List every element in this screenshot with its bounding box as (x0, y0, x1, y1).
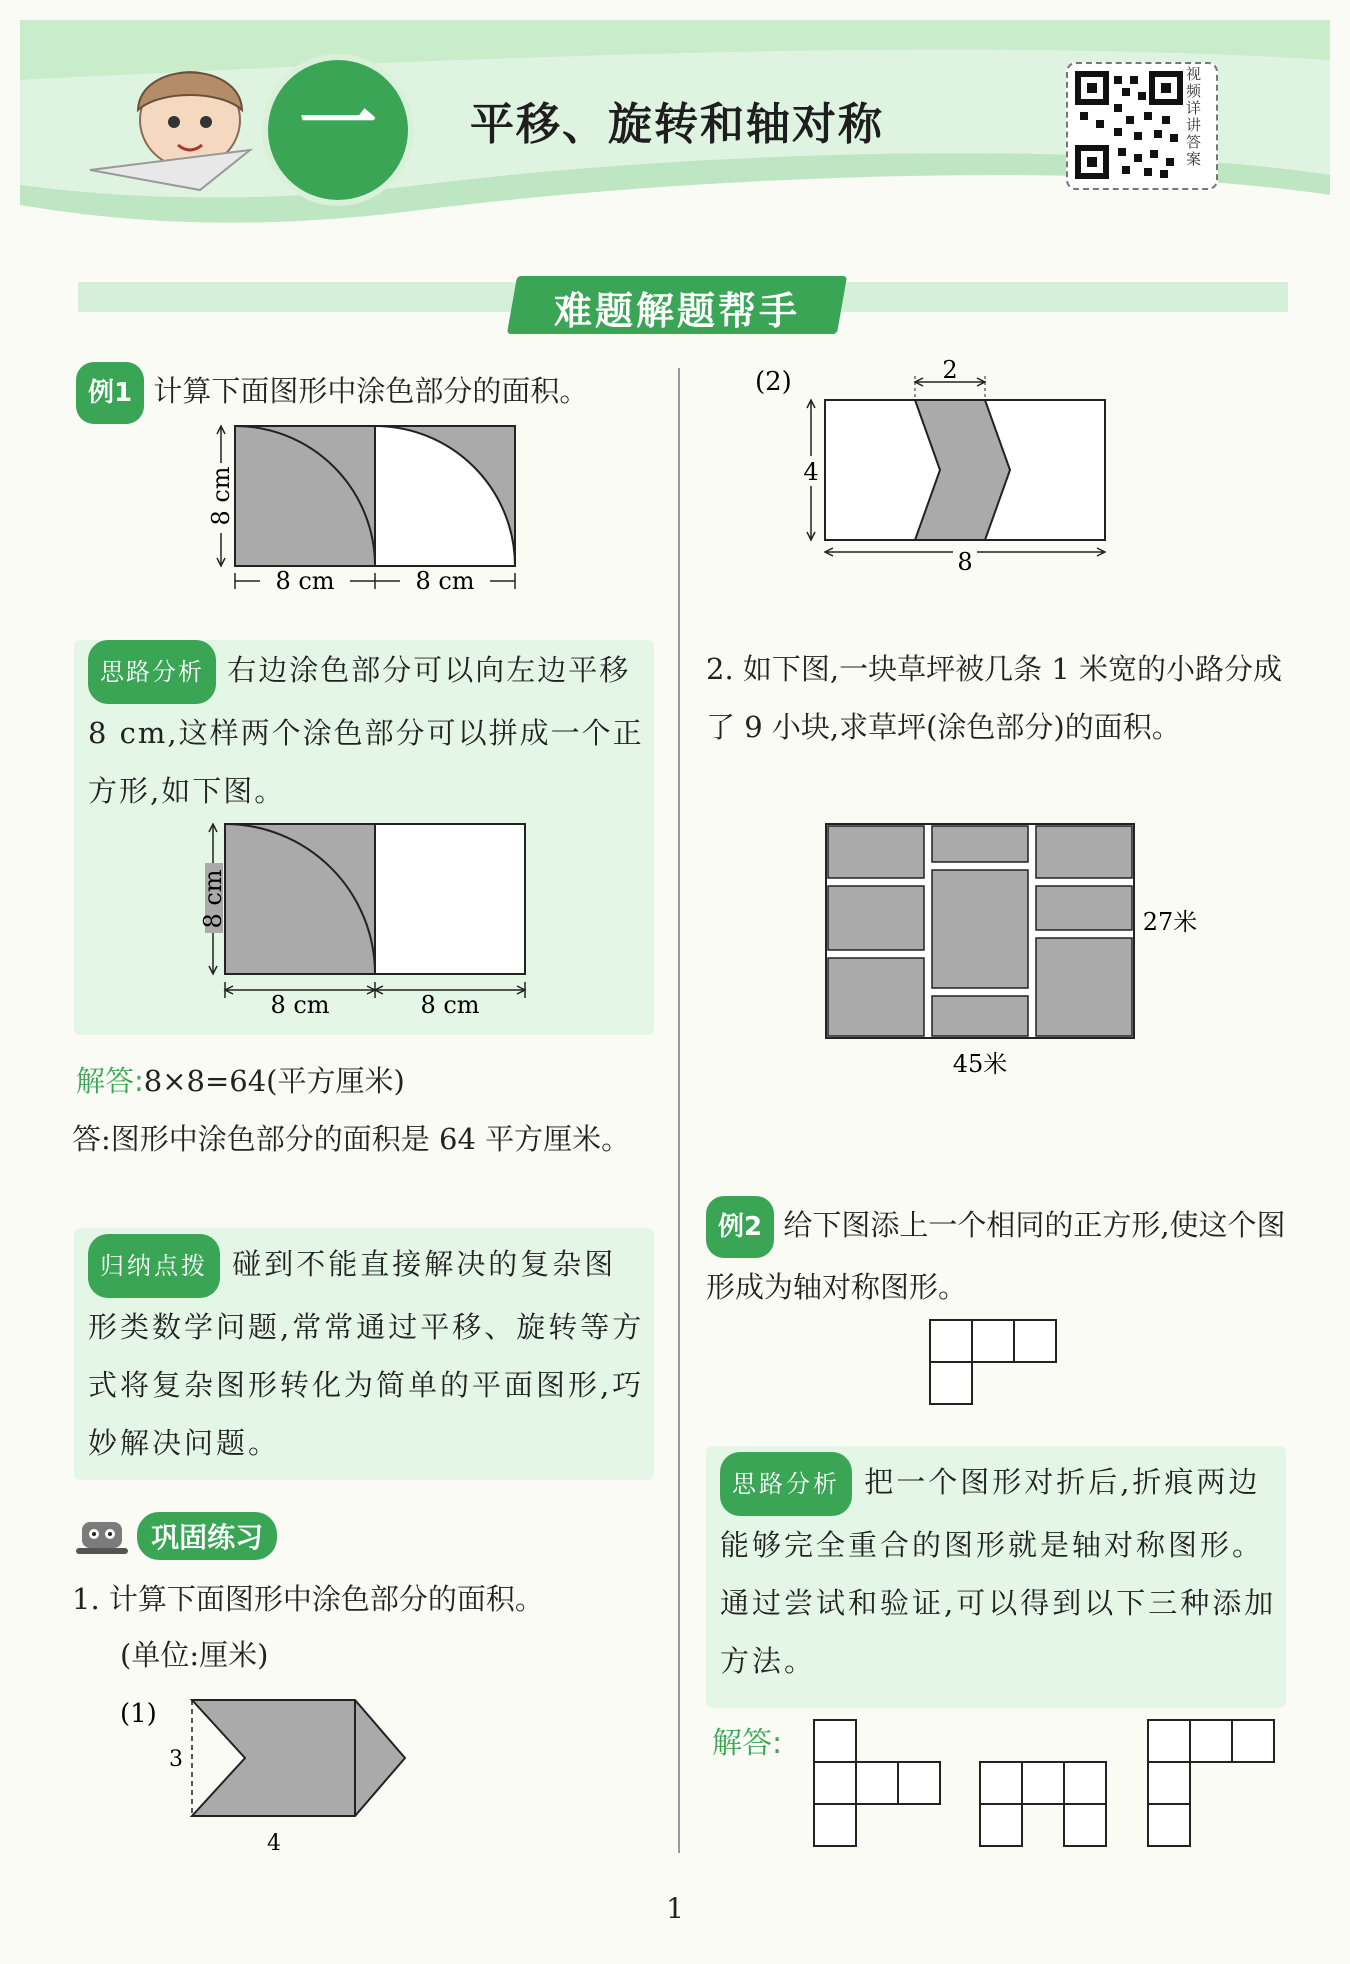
fig1-left-shaded (235, 426, 375, 566)
robot-icon (72, 1514, 132, 1558)
practice-q1-unit: (单位:厘米) (120, 1638, 269, 1672)
page-number: 1 (666, 1892, 684, 1925)
summary-text: 碰到不能直接解决的复杂图形类数学问题,常常通过平移、旋转等方式将复杂图形转化为简单的平面图形,巧妙解决问题。 (88, 1247, 645, 1460)
analysis-tag: 思路分析 (88, 640, 216, 704)
qr-code-icon (1074, 70, 1184, 180)
solution-label: 解答: (76, 1064, 144, 1098)
part2-top-label: 2 (942, 356, 958, 384)
example2-analysis (720, 1452, 1280, 1690)
example1-solution (76, 1052, 666, 1110)
part1-label: (1) (120, 1699, 157, 1729)
example1-question: 计算下面图形中涂色部分的面积。 (153, 374, 589, 408)
fig1-height-label: 8 cm (207, 466, 235, 526)
lawn-height-label: 27米 (1142, 908, 1198, 936)
example2-question (706, 1196, 1296, 1316)
section-title: 难题解题帮手 (553, 289, 800, 333)
chapter-number-badge: 一 (268, 60, 408, 200)
example1-answer: 答:图形中涂色部分的面积是 64 平方厘米。 (72, 1122, 631, 1156)
example2-tag: 例2 (706, 1196, 774, 1258)
lawn-width-label: 45米 (952, 1050, 1008, 1078)
example1-tag: 例1 (76, 362, 144, 424)
fig2-height-label: 8 cm (199, 869, 227, 929)
part1-width-label: 4 (267, 1831, 281, 1856)
fig2-width-left-label: 8 cm (270, 991, 330, 1019)
solution-option-1 (814, 1720, 940, 1846)
part1-height-label: 3 (169, 1747, 183, 1772)
solution-option-3 (1148, 1720, 1274, 1846)
fig2-width-right-label: 8 cm (420, 991, 480, 1019)
part2-width-label: 8 (957, 548, 973, 576)
example1-analysis (88, 640, 648, 820)
fig1-width-left-label: 8 cm (275, 567, 335, 595)
analysis-text: 右边涂色部分可以向左边平移 8 cm,这样两个涂色部分可以拼成一个正方形,如下图。 (88, 653, 644, 808)
example1-figure (205, 418, 525, 598)
example2-solution-label: 解答: (712, 1726, 783, 1761)
practice-q1-part2-figure (745, 356, 1125, 580)
example1-summary (88, 1234, 648, 1472)
practice-title: 巩固练习 (137, 1512, 277, 1560)
solution-expression: 8×8=64(平方厘米) (143, 1064, 405, 1098)
example2-solution-figures (812, 1718, 1292, 1858)
example2-question-text: 给下图添上一个相同的正方形,使这个图形成为轴对称图形。 (706, 1208, 1286, 1304)
practice-q2: 2. 如下图,一块草坪被几条 1 米宽的小路分成了 9 小块,求草坪(涂色部分)的面积。 (706, 652, 1282, 744)
summary-tag: 归纳点拨 (88, 1234, 220, 1298)
example1-question-line (76, 362, 666, 424)
qr-label: 视频详讲答案 (1186, 65, 1202, 168)
example2-figure (928, 1318, 1068, 1418)
example2-analysis-tag: 思路分析 (720, 1452, 852, 1516)
practice-q2-lawn-figure (820, 818, 1240, 1078)
example1-analysis-figure (199, 818, 535, 1019)
example2-analysis-text: 把一个图形对折后,折痕两边能够完全重合的图形就是轴对称图形。通过尝试和验证,可以得到以下三种添加方法。 (720, 1465, 1277, 1678)
solution-option-2 (980, 1762, 1106, 1846)
practice-header (72, 1512, 277, 1560)
chapter-title: 平移、旋转和轴对称 (470, 99, 884, 150)
part2-height-label: 4 (803, 458, 819, 486)
column-divider (678, 368, 680, 1853)
practice-q1-part1-figure (110, 1690, 430, 1860)
practice-q1: 1. 计算下面图形中涂色部分的面积。 (72, 1582, 544, 1616)
part2-label: (2) (755, 367, 792, 397)
fig1-width-right-label: 8 cm (415, 567, 475, 595)
